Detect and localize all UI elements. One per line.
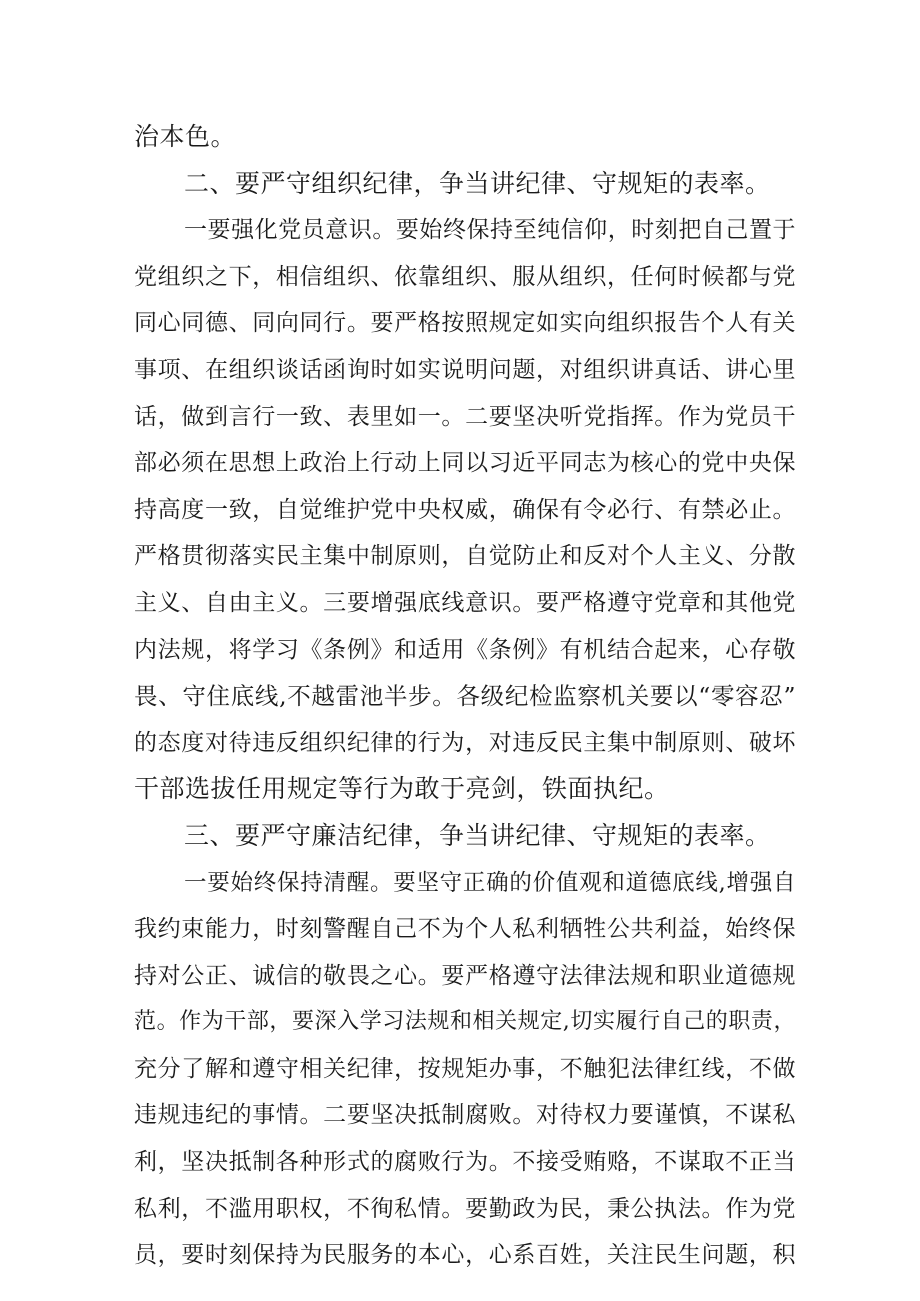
text-line: 干部选拔任用规定等行为敢于亮剑，铁面执纪。 <box>134 774 670 804</box>
text-line: 严格贯彻落实民主集中制原则，自觉防止和反对个人主义、分散 <box>134 543 796 570</box>
text-line: 同心同德、同向同行。要严格按照规定如实向组织报告个人有关 <box>134 310 796 337</box>
text-line: 一要始终保持清醒。要坚守正确的价值观和道德底线,增强自 <box>184 869 796 896</box>
text-line: 一要强化党员意识。要始终保持至纯信仰，时刻把自己置于 <box>184 217 796 244</box>
text-line: 党组织之下，相信组织、依靠组织、服从组织，任何时候都与党 <box>134 263 796 290</box>
text-line: 充分了解和遵守相关纪律，按规矩办事，不触犯法律红线，不做 <box>134 1055 796 1082</box>
text-line: 治本色。 <box>134 122 237 151</box>
text-line: 的态度对待违反组织纪律的行为，对违反民主集中制原则、破坏 <box>134 729 796 756</box>
text-line: 违规违纪的事情。二要坚决抵制腐败。对待权力要谨慎，不谋私 <box>134 1102 796 1129</box>
text-line: 部必须在思想上政治上行动上同以习近平同志为核心的党中央保 <box>134 450 796 477</box>
text-line: 员，要时刻保持为民服务的本心，心系百姓，关注民生问题，积 <box>134 1242 796 1269</box>
text-line: 事项、在组织谈话函询时如实说明问题，对组织讲真话、讲心里 <box>134 356 796 383</box>
text-line: 话，做到言行一致、表里如一。二要坚决听党指挥。作为党员干 <box>134 403 796 430</box>
text-line: 持对公正、诚信的敬畏之心。要严格遵守法律法规和职业道德规 <box>134 962 796 989</box>
text-line: 私利，不滥用职权，不徇私情。要勤政为民，秉公执法。作为党 <box>134 1195 796 1222</box>
text-line: 持高度一致，自觉维护党中央权威，确保有令必行、有禁必止。 <box>134 496 796 523</box>
text-line: 利，坚决抵制各种形式的腐败行为。不接受贿赂，不谋取不正当 <box>134 1149 796 1176</box>
text-line: 二、要严守组织纪律，争当讲纪律、守规矩的表率。 <box>184 168 771 198</box>
text-line: 内法规，将学习《条例》和适用《条例》有机结合起来，心存敬 <box>134 636 796 663</box>
text-line: 主义、自由主义。三要增强底线意识。要严格遵守党章和其他党 <box>134 589 796 616</box>
body-text <box>134 114 796 1279</box>
text-line: 范。作为干部，要深入学习法规和相关规定,切实履行自己的职责， <box>134 1009 796 1035</box>
text-line: 畏、守住底线,不越雷池半步。各级纪检监察机关要以“零容忍” <box>134 682 796 711</box>
text-line: 我约束能力，时刻警醒自己不为个人私利牺牲公共利益，始终保 <box>134 916 796 943</box>
text-line: 三、要严守廉洁纪律，争当讲纪律、守规矩的表率。 <box>184 820 771 850</box>
